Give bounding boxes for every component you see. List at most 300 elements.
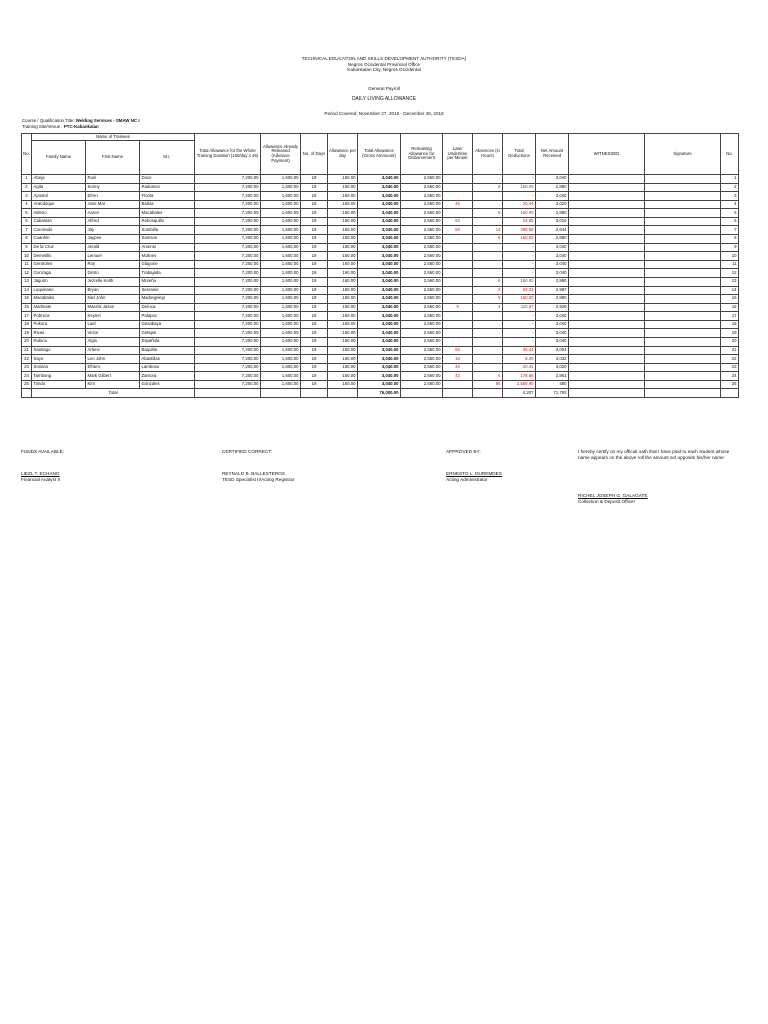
first-name: Roel: [86, 175, 140, 184]
row-number-right: 18: [721, 320, 739, 329]
signature-cell: [645, 303, 721, 312]
absence-hours: [473, 337, 503, 346]
first-name: Leo John: [86, 355, 140, 364]
total-allowance: 7,200.00: [195, 372, 261, 381]
col-days: No. of Days: [301, 134, 328, 175]
total-deductions: 20.44: [503, 200, 536, 209]
total-deductions: -: [503, 269, 536, 278]
first-name: Algin: [86, 337, 140, 346]
middle-name: Arsenio: [140, 243, 195, 252]
net-amount: 3,020: [536, 363, 569, 372]
col-no-right: No.: [721, 134, 739, 175]
per-day: 160.00: [328, 200, 358, 209]
remaining-allowance: 2,560.00: [401, 260, 443, 269]
table-row: [22, 286, 739, 295]
row-number: 17: [22, 312, 32, 321]
middle-name: Gonzales: [140, 380, 195, 389]
witnessed-cell: [569, 217, 645, 226]
total-deductions: 110.67: [503, 303, 536, 312]
gross-allowance: 3,040.00: [358, 183, 401, 192]
row-number-right: 12: [721, 269, 739, 278]
witnessed-cell: [569, 192, 645, 201]
days: 19: [301, 209, 328, 218]
table-row: [22, 303, 739, 312]
family-name: Tondo: [32, 380, 86, 389]
first-name: Efren: [86, 192, 140, 201]
total-allowance: 7,200.00: [195, 235, 261, 244]
absence-hours: [473, 363, 503, 372]
net-amount: 3,004: [536, 346, 569, 355]
days: 19: [301, 346, 328, 355]
table-row: [22, 217, 739, 226]
col-total-allowance: Total Allowance for the Whole Training Duration (160/day x 45): [195, 134, 261, 175]
days: 19: [301, 337, 328, 346]
gross-allowance: 3,040.00: [358, 337, 401, 346]
middle-name: Abastillas: [140, 355, 195, 364]
total-allowance: 7,200.00: [195, 183, 261, 192]
days: 19: [301, 217, 328, 226]
row-number: 6: [22, 217, 32, 226]
net-amount: 2,929: [536, 303, 569, 312]
row-number: 16: [22, 303, 32, 312]
signature-cell: [645, 235, 721, 244]
first-name: Lemuel: [86, 252, 140, 261]
total-deductions: 20.44: [503, 363, 536, 372]
family-name: Tambong: [32, 372, 86, 381]
family-name: Loquinario: [32, 286, 86, 295]
absence-hours: [473, 320, 503, 329]
remaining-allowance: 2,560.00: [401, 252, 443, 261]
witnessed-cell: [569, 269, 645, 278]
gross-allowance: 3,040.00: [358, 355, 401, 364]
late-minutes: 53: [443, 217, 473, 226]
witnessed-cell: [569, 329, 645, 338]
family-name: Rivas: [32, 329, 86, 338]
days: 19: [301, 303, 328, 312]
absence-hours: [473, 329, 503, 338]
late-minutes: [443, 329, 473, 338]
net-amount: 3,040: [536, 329, 569, 338]
per-day: 160.00: [328, 209, 358, 218]
signature-cell: [645, 209, 721, 218]
total-allowance: 7,200.00: [195, 260, 261, 269]
row-number: 25: [22, 380, 32, 389]
approved-label: APPROVED BY:: [446, 449, 481, 454]
signature-cell: [645, 226, 721, 235]
middle-name: Española: [140, 337, 195, 346]
table-row: [22, 355, 739, 364]
table-row: [22, 192, 739, 201]
table-row: [22, 295, 739, 304]
per-day: 160.00: [328, 355, 358, 364]
already-released: 1,600.00: [261, 320, 301, 329]
signature-cell: [645, 175, 721, 184]
late-minutes: [443, 295, 473, 304]
signature-cell: [645, 346, 721, 355]
total-allowance: 7,200.00: [195, 192, 261, 201]
net-amount: 2,880: [536, 235, 569, 244]
late-minutes: [443, 312, 473, 321]
first-name: Jaypee: [86, 235, 140, 244]
witnessed-cell: [569, 355, 645, 364]
certified-label: CERTIFIED CORRECT:: [222, 449, 272, 454]
family-name: Demetillo: [32, 252, 86, 261]
signature-cell: [645, 252, 721, 261]
total-row: [22, 389, 739, 398]
signature-cell: [645, 243, 721, 252]
col-net: Net Amount Received: [536, 134, 569, 175]
middle-name: Glagone: [140, 260, 195, 269]
first-name: Lael: [86, 320, 140, 329]
total-deductions: 36.44: [503, 346, 536, 355]
first-name: Alfred: [86, 217, 140, 226]
net-amount: 3,040: [536, 243, 569, 252]
already-released: 1,600.00: [261, 295, 301, 304]
signature-cell: [645, 380, 721, 389]
row-number-right: 3: [721, 192, 739, 201]
total-allowance: 7,200.00: [195, 320, 261, 329]
gross-allowance: 3,040.00: [358, 329, 401, 338]
office-address: Kabankalan City, Negros Occidental: [347, 67, 421, 73]
net-amount: 3,040: [536, 269, 569, 278]
table-row: [22, 269, 739, 278]
absence-hours: 6: [473, 372, 503, 381]
signature-cell: [645, 192, 721, 201]
disbursement-oath: I hereby certify on my official oath that I have paid to each student whose name appears on the above roll the amount set opposite his/her name:: [578, 449, 730, 460]
already-released: 1,600.00: [261, 269, 301, 278]
row-number: 24: [22, 372, 32, 381]
table-row: [22, 252, 739, 261]
gross-allowance: 3,040.00: [358, 346, 401, 355]
row-number-right: 9: [721, 243, 739, 252]
funds-signatory-name: LIEZL T. ECHANO: [21, 471, 60, 476]
row-number: 13: [22, 277, 32, 286]
per-day: 160.00: [328, 192, 358, 201]
gross-allowance: 3,040.00: [358, 175, 401, 184]
absence-hours: 96: [473, 380, 503, 389]
per-day: 160.00: [328, 329, 358, 338]
per-day: 160.00: [328, 337, 358, 346]
first-name: Aaron: [86, 209, 140, 218]
row-number-right: 20: [721, 337, 739, 346]
remaining-allowance: 2,560.00: [401, 329, 443, 338]
row-number-right: 5: [721, 209, 739, 218]
gross-allowance: 3,040.00: [358, 286, 401, 295]
total-deductions: -: [503, 252, 536, 261]
absence-hours: 14: [473, 226, 503, 235]
absence-hours: 2: [473, 286, 503, 295]
net-amount: 3,040: [536, 312, 569, 321]
signature-cell: [645, 183, 721, 192]
already-released: 1,600.00: [261, 303, 301, 312]
late-minutes: 9: [443, 303, 473, 312]
witnessed-cell: [569, 286, 645, 295]
absence-hours: [473, 243, 503, 252]
late-minutes: 50: [443, 226, 473, 235]
total-allowance: 7,200.00: [195, 217, 261, 226]
row-number: 23: [22, 363, 32, 372]
family-name: Gonzaga: [32, 269, 86, 278]
remaining-allowance: 2,560.00: [401, 200, 443, 209]
signature-cell: [645, 312, 721, 321]
total-deductions: 4,207: [503, 389, 536, 398]
row-number-right: 16: [721, 303, 739, 312]
witnessed-cell: [569, 312, 645, 321]
total-deductions: -: [503, 337, 536, 346]
witnessed-cell: [569, 380, 645, 389]
remaining-allowance: 2,560.00: [401, 269, 443, 278]
total-deductions: -: [503, 260, 536, 269]
gross-allowance: 3,040.00: [358, 252, 401, 261]
total-label: Total: [32, 389, 195, 398]
gross-allowance: 3,040.00: [358, 320, 401, 329]
late-minutes: 46: [443, 363, 473, 372]
middle-name: Samson: [140, 235, 195, 244]
days: 19: [301, 200, 328, 209]
witnessed-cell: [569, 320, 645, 329]
days: 19: [301, 252, 328, 261]
days: 19: [301, 226, 328, 235]
period-covered: Period Covered: November 27, 2018 - December 26, 2018: [324, 111, 444, 116]
table-row: [22, 209, 739, 218]
total-net: 71,793: [536, 389, 569, 398]
family-name: Atileno: [32, 209, 86, 218]
venue-label: Training Site/Venue :: [22, 124, 63, 129]
total-allowance: 7,200.00: [195, 346, 261, 355]
late-minutes: [443, 277, 473, 286]
late-minutes: [443, 183, 473, 192]
net-amount: 3,040: [536, 337, 569, 346]
per-day: 160.00: [328, 277, 358, 286]
already-released: 1,600.00: [261, 243, 301, 252]
row-number-right: 2: [721, 183, 739, 192]
middle-name: Rebosquillo: [140, 217, 195, 226]
row-number-right: 25: [721, 380, 739, 389]
net-amount: 2,861: [536, 372, 569, 381]
row-number: 19: [22, 329, 32, 338]
remaining-allowance: 2,560.00: [401, 363, 443, 372]
total-deductions: 160.00: [503, 295, 536, 304]
per-day: 160.00: [328, 380, 358, 389]
total-deductions: -: [503, 243, 536, 252]
already-released: 1,600.00: [261, 355, 301, 364]
row-number: 4: [22, 200, 32, 209]
signature-cell: [645, 295, 721, 304]
total-allowance: 7,200.00: [195, 355, 261, 364]
total-allowance: 7,200.00: [195, 363, 261, 372]
family-name: Cuanhin: [32, 235, 86, 244]
already-released: 1,600.00: [261, 183, 301, 192]
document-header: [0, 56, 768, 73]
per-day: 160.00: [328, 286, 358, 295]
already-released: 1,600.00: [261, 192, 301, 201]
days: 19: [301, 380, 328, 389]
gross-allowance: 3,040.00: [358, 269, 401, 278]
row-number-right: 22: [721, 355, 739, 364]
approved-signatory-name: ERNESTO L. DUREMDES: [446, 471, 502, 476]
remaining-allowance: 2,560.00: [401, 312, 443, 321]
gross-allowance: 3,040.00: [358, 295, 401, 304]
gross-allowance: 3,040.00: [358, 200, 401, 209]
middle-name: Gelapin: [140, 329, 195, 338]
already-released: 1,600.00: [261, 346, 301, 355]
already-released: 1,600.00: [261, 200, 301, 209]
witnessed-cell: [569, 209, 645, 218]
days: 19: [301, 243, 328, 252]
approved-signatory-title: Acting Administrator: [446, 477, 488, 482]
witnessed-cell: [569, 372, 645, 381]
per-day: 160.00: [328, 260, 358, 269]
late-minutes: 46: [443, 200, 473, 209]
funds-signatory-title: Financial Analyst II: [21, 477, 61, 482]
col-mi: M.I.: [140, 141, 195, 175]
table-row: [22, 226, 739, 235]
signature-cell: [645, 329, 721, 338]
remaining-allowance: 2,560.00: [401, 346, 443, 355]
already-released: 1,600.00: [261, 277, 301, 286]
family-name: Jaguirn: [32, 277, 86, 286]
witnessed-cell: [569, 200, 645, 209]
total-allowance: 7,200.00: [195, 312, 261, 321]
table-row: [22, 243, 739, 252]
total-deductions: -: [503, 312, 536, 321]
gross-allowance: 3,040.00: [358, 312, 401, 321]
gross-allowance: 3,040.00: [358, 192, 401, 201]
already-released: 1,600.00: [261, 175, 301, 184]
table-row: [22, 346, 739, 355]
absence-hours: [473, 355, 503, 364]
net-amount: 2,880: [536, 295, 569, 304]
net-amount: 2,644: [536, 226, 569, 235]
gross-allowance: 3,040.00: [358, 235, 401, 244]
witnessed-cell: [569, 243, 645, 252]
col-absences: Absences (in Hours): [473, 134, 503, 175]
total-deductions: -: [503, 329, 536, 338]
late-minutes: [443, 320, 473, 329]
middle-name: Moreño: [140, 277, 195, 286]
middle-name: Barlas: [140, 200, 195, 209]
late-minutes: [443, 243, 473, 252]
col-no: No.: [22, 134, 32, 175]
row-number-right: 10: [721, 252, 739, 261]
remaining-allowance: 2,560.00: [401, 192, 443, 201]
late-minutes: 42: [443, 372, 473, 381]
net-amount: 3,040: [536, 175, 569, 184]
per-day: 160.00: [328, 346, 358, 355]
remaining-allowance: 2,560.00: [401, 355, 443, 364]
already-released: 1,600.00: [261, 372, 301, 381]
row-number: 21: [22, 346, 32, 355]
days: 19: [301, 277, 328, 286]
middle-name: Gesabaya: [140, 320, 195, 329]
col-first-name: First Name: [86, 141, 140, 175]
already-released: 1,600.00: [261, 337, 301, 346]
per-day: 160.00: [328, 320, 358, 329]
witnessed-cell: [569, 303, 645, 312]
late-minutes: 18: [443, 355, 473, 364]
row-number-right: 8: [721, 235, 739, 244]
col-remaining: Remaining Allowance for Disbursement: [401, 134, 443, 175]
absence-hours: [473, 312, 503, 321]
net-amount: 2,880: [536, 209, 569, 218]
per-day: 160.00: [328, 372, 358, 381]
absence-hours: [473, 175, 503, 184]
total-allowance: 7,200.00: [195, 252, 261, 261]
gross-allowance: 3,040.00: [358, 243, 401, 252]
row-number-right: 19: [721, 329, 739, 338]
days: 19: [301, 192, 328, 201]
remaining-allowance: 2,560.00: [401, 320, 443, 329]
total-deductions: 160.00: [503, 209, 536, 218]
middle-name: Baquilta: [140, 346, 195, 355]
col-family-name: Family Name: [32, 141, 86, 175]
absence-hours: [473, 260, 503, 269]
table-row: [22, 329, 739, 338]
per-day: 160.00: [328, 175, 358, 184]
table-row: [22, 320, 739, 329]
family-name: De la Cruz: [32, 243, 86, 252]
row-number: 7: [22, 226, 32, 235]
remaining-allowance: 2,560.00: [401, 217, 443, 226]
family-name: Rubica: [32, 337, 86, 346]
absence-hours: [473, 192, 503, 201]
per-day: 160.00: [328, 217, 358, 226]
gross-allowance: 3,040.00: [358, 277, 401, 286]
total-allowance: 7,200.00: [195, 380, 261, 389]
first-name: Kim: [86, 380, 140, 389]
remaining-allowance: 2,560.00: [401, 226, 443, 235]
first-name: Jerald: [86, 243, 140, 252]
days: 19: [301, 329, 328, 338]
signature-cell: [645, 337, 721, 346]
payroll-rows: [22, 175, 739, 389]
already-released: 1,600.00: [261, 363, 301, 372]
family-name: Macabales: [32, 295, 86, 304]
row-number: 22: [22, 355, 32, 364]
days: 19: [301, 320, 328, 329]
col-deductions: Total Deductions: [503, 134, 536, 175]
middle-name: Palapoc: [140, 312, 195, 321]
witnessed-cell: [569, 183, 645, 192]
row-number-right: 17: [721, 312, 739, 321]
first-name: Victor: [86, 329, 140, 338]
late-minutes: [443, 192, 473, 201]
first-name: Arlene: [86, 346, 140, 355]
late-minutes: 82: [443, 346, 473, 355]
table-row: [22, 277, 739, 286]
remaining-allowance: 2,560.00: [401, 209, 443, 218]
first-name: Efraim: [86, 363, 140, 372]
course-line: [22, 118, 140, 123]
days: 19: [301, 183, 328, 192]
absence-hours: [473, 346, 503, 355]
middle-name: Doce: [140, 175, 195, 184]
family-name: Abeja: [32, 175, 86, 184]
row-number: 20: [22, 337, 32, 346]
witnessed-cell: [569, 175, 645, 184]
per-day: 160.00: [328, 363, 358, 372]
row-number-right: 6: [721, 217, 739, 226]
row-number: 11: [22, 260, 32, 269]
total-allowance: 7,200.00: [195, 175, 261, 184]
table-row: [22, 200, 739, 209]
net-amount: 3,020: [536, 200, 569, 209]
certified-signatory-name: REYNALD B. BALLESTEROS: [222, 471, 286, 476]
witnessed-cell: [569, 260, 645, 269]
witnessed-cell: [569, 346, 645, 355]
already-released: 1,600.00: [261, 252, 301, 261]
already-released: 1,600.00: [261, 209, 301, 218]
